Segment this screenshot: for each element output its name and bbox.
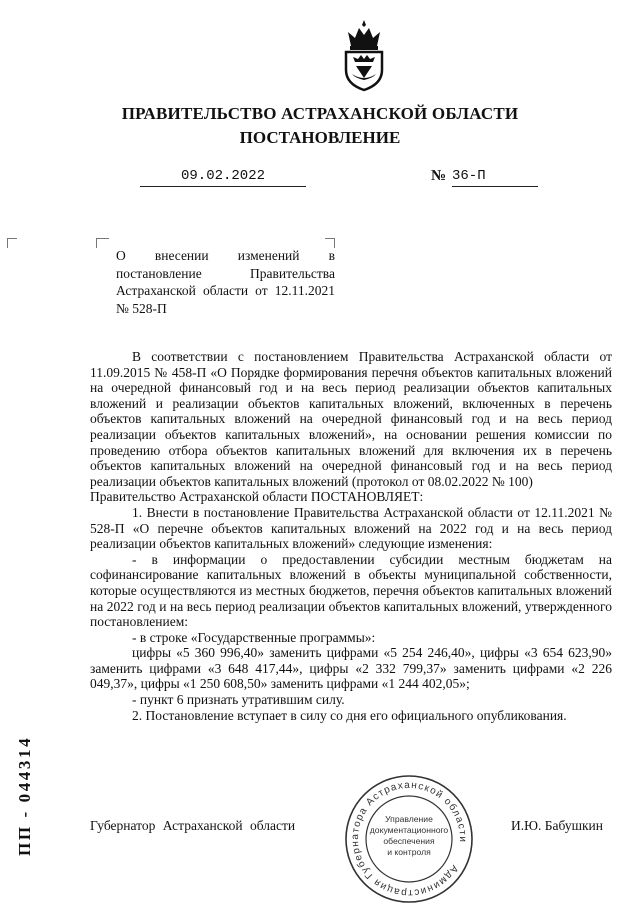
corner-mark [7, 238, 17, 248]
number-label: № [431, 168, 447, 184]
seal-center-line: Управление [385, 814, 433, 824]
resolution-line: Правительство Астраханской области ПОСТАНОВЛЯЕТ: [90, 489, 424, 505]
document-body [90, 349, 612, 723]
document-number: 36-П [452, 168, 538, 187]
clause-1-subitem: - в информации о предоставлении субсидии местным бюджетам на софинансирование капитальных вложений в объекты муниципальной собственности, которые осуществляются из местных бюджетов, перечня объектов капитальных вложений на 2022 год и на весь период реализации объектов капитальных вложений, утвержденного постановлением: [90, 551, 612, 630]
clause-2: 2. Постановление вступает в силу со дня его официального опубликования. [132, 707, 567, 723]
clause-1-row: - в строке «Государственные программы»: [132, 629, 376, 645]
seal-center-line: документационного [369, 825, 449, 835]
corner-mark [96, 238, 109, 248]
coat-of-arms-emblem [338, 18, 390, 92]
preamble-paragraph: В соответствии с постановлением Правительства Астраханской области от 11.09.2015 № 458-П «О Порядке формирования перечня объектов капитальных вложений на очередной финансовый год и на весь период реализации объектов капитальных вложений и реализации объектов капитальных вложений, включенных в перечень объектов капитальных вложений на очередной финансовый год и на весь период реализации объектов капитальных вложений», на основании решения комиссии по проведению отбора объектов капитальных вложений для включения их в перечень объектов капитальных вложений на очередной финансовый год и на весь период реализации объектов капитальных вложений (протокол от 08.02.2022 № 100) [90, 349, 612, 489]
clause-1: 1. Внести в постановление Правительства Астраханской области от 12.11.2021 № 528-П «О перечне объектов капитальных вложений на 2022 год и на весь период реализации объектов капитальных вложений» следующие изменения: [90, 504, 612, 552]
document-date: 09.02.2022 [140, 168, 306, 187]
signatory-name: И.Ю. Бабушкин [511, 818, 604, 833]
serial-number-text: ПП - 044314 [15, 735, 34, 856]
document-subject: О внесении изменений в постановление Правительства Астраханской области от 12.11.2021 № 528-П [116, 248, 335, 316]
seal-center-line: обеспечения [383, 836, 435, 846]
clause-1-repeal: - пункт 6 признать утратившим силу. [132, 692, 345, 708]
clause-1-figures: цифры «5 360 996,40» заменить цифрами «5 254 246,40», цифры «3 654 623,90» заменить цифрами «3 648 417,44», цифры «2 332 799,37» заменить цифрами «2 226 049,37», цифры «1 250 608,50» заменить цифрами «1 244 402,05»; [90, 645, 612, 692]
signatory-position: Губернатор Астраханской области [90, 818, 296, 833]
official-seal-stamp [343, 773, 475, 905]
seal-center-line: и контроля [387, 847, 431, 857]
organization-title: ПРАВИТЕЛЬСТВО АСТРАХАНСКОЙ ОБЛАСТИ [121, 104, 519, 123]
serial-number [8, 626, 38, 858]
document-type: ПОСТАНОВЛЕНИЕ [239, 128, 401, 147]
seal-ring-text: Администрация Губернатора Астраханской области [349, 779, 469, 899]
